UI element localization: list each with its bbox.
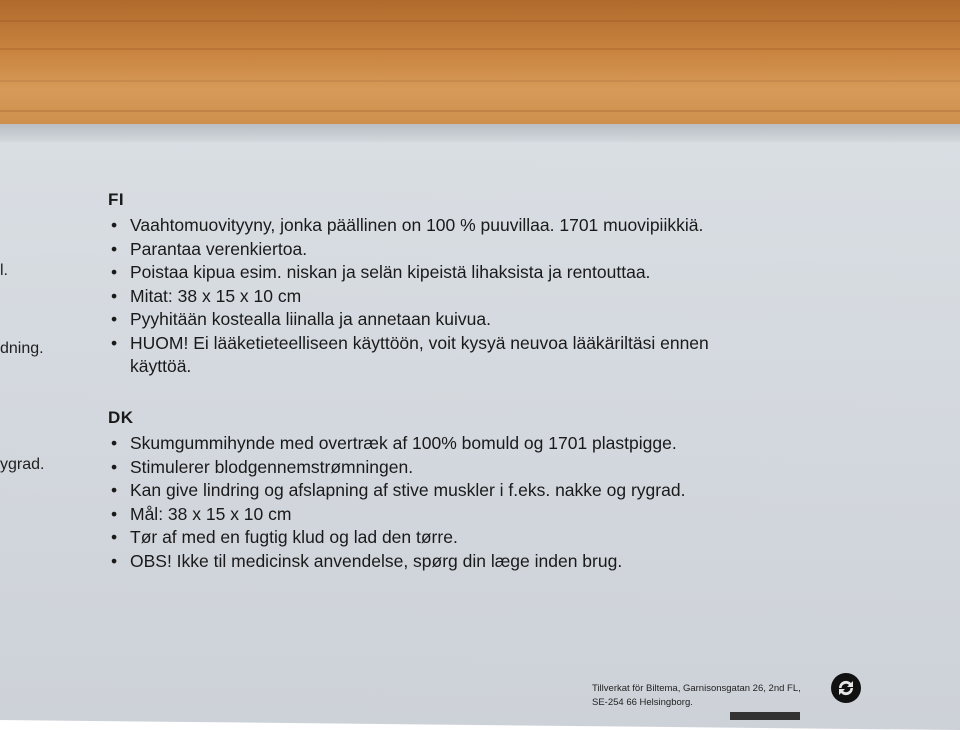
- language-heading: FI: [108, 190, 125, 209]
- list-item: • Parantaa verenkiertoa.: [108, 238, 709, 262]
- left-text-fragment: ygrad.: [0, 456, 45, 473]
- list-item: • Vaahtomuovityyny, jonka päällinen on 100 % puuvillaa. 1701 muovipiikkiä.: [108, 214, 709, 238]
- manufacturer-line: SE-254 66 Helsingborg.: [592, 697, 693, 708]
- manufacturer-info: [592, 682, 801, 710]
- section-fi: [108, 190, 709, 379]
- list-item: • OBS! Ikke til medicinsk anvendelse, spørg din læge inden brug.: [108, 550, 685, 574]
- list-item: • Poistaa kipua esim. niskan ja selän kipeistä lihaksista ja rentouttaa.: [108, 261, 709, 285]
- left-text-fragment: dning.: [0, 340, 44, 357]
- left-text-fragment: l.: [0, 262, 8, 279]
- bullet-list: [108, 214, 709, 379]
- list-item: • Kan give lindring og afslapning af stive muskler i f.eks. nakke og rygrad.: [108, 479, 685, 503]
- manufacturer-line: Tillverkat för Biltema, Garnisonsgatan 26, 2nd FL,: [592, 683, 801, 694]
- list-item: • Mål: 38 x 15 x 10 cm: [108, 503, 685, 527]
- box-top-edge: [0, 124, 960, 142]
- barcode-fragment: [730, 712, 800, 720]
- list-item: • Pyyhitään kostealla liinalla ja annetaan kuivua.: [108, 308, 709, 332]
- language-heading: DK: [108, 408, 134, 427]
- section-dk: [108, 408, 685, 573]
- list-item: • HUOM! Ei lääketieteelliseen käyttöön, voit kysyä neuvoa lääkäriltäsi ennen: [108, 332, 709, 356]
- list-item: • Tør af med en fugtig klud og lad den tørre.: [108, 526, 685, 550]
- list-item: • Stimulerer blodgennemstrømningen.: [108, 456, 685, 480]
- bullet-list: [108, 432, 685, 573]
- list-item: • Mitat: 38 x 15 x 10 cm: [108, 285, 709, 309]
- recycle-icon: [830, 672, 862, 704]
- list-item-continuation: käyttöä.: [130, 356, 192, 376]
- list-item: • Skumgummihynde med overtræk af 100% bomuld og 1701 plastpigge.: [108, 432, 685, 456]
